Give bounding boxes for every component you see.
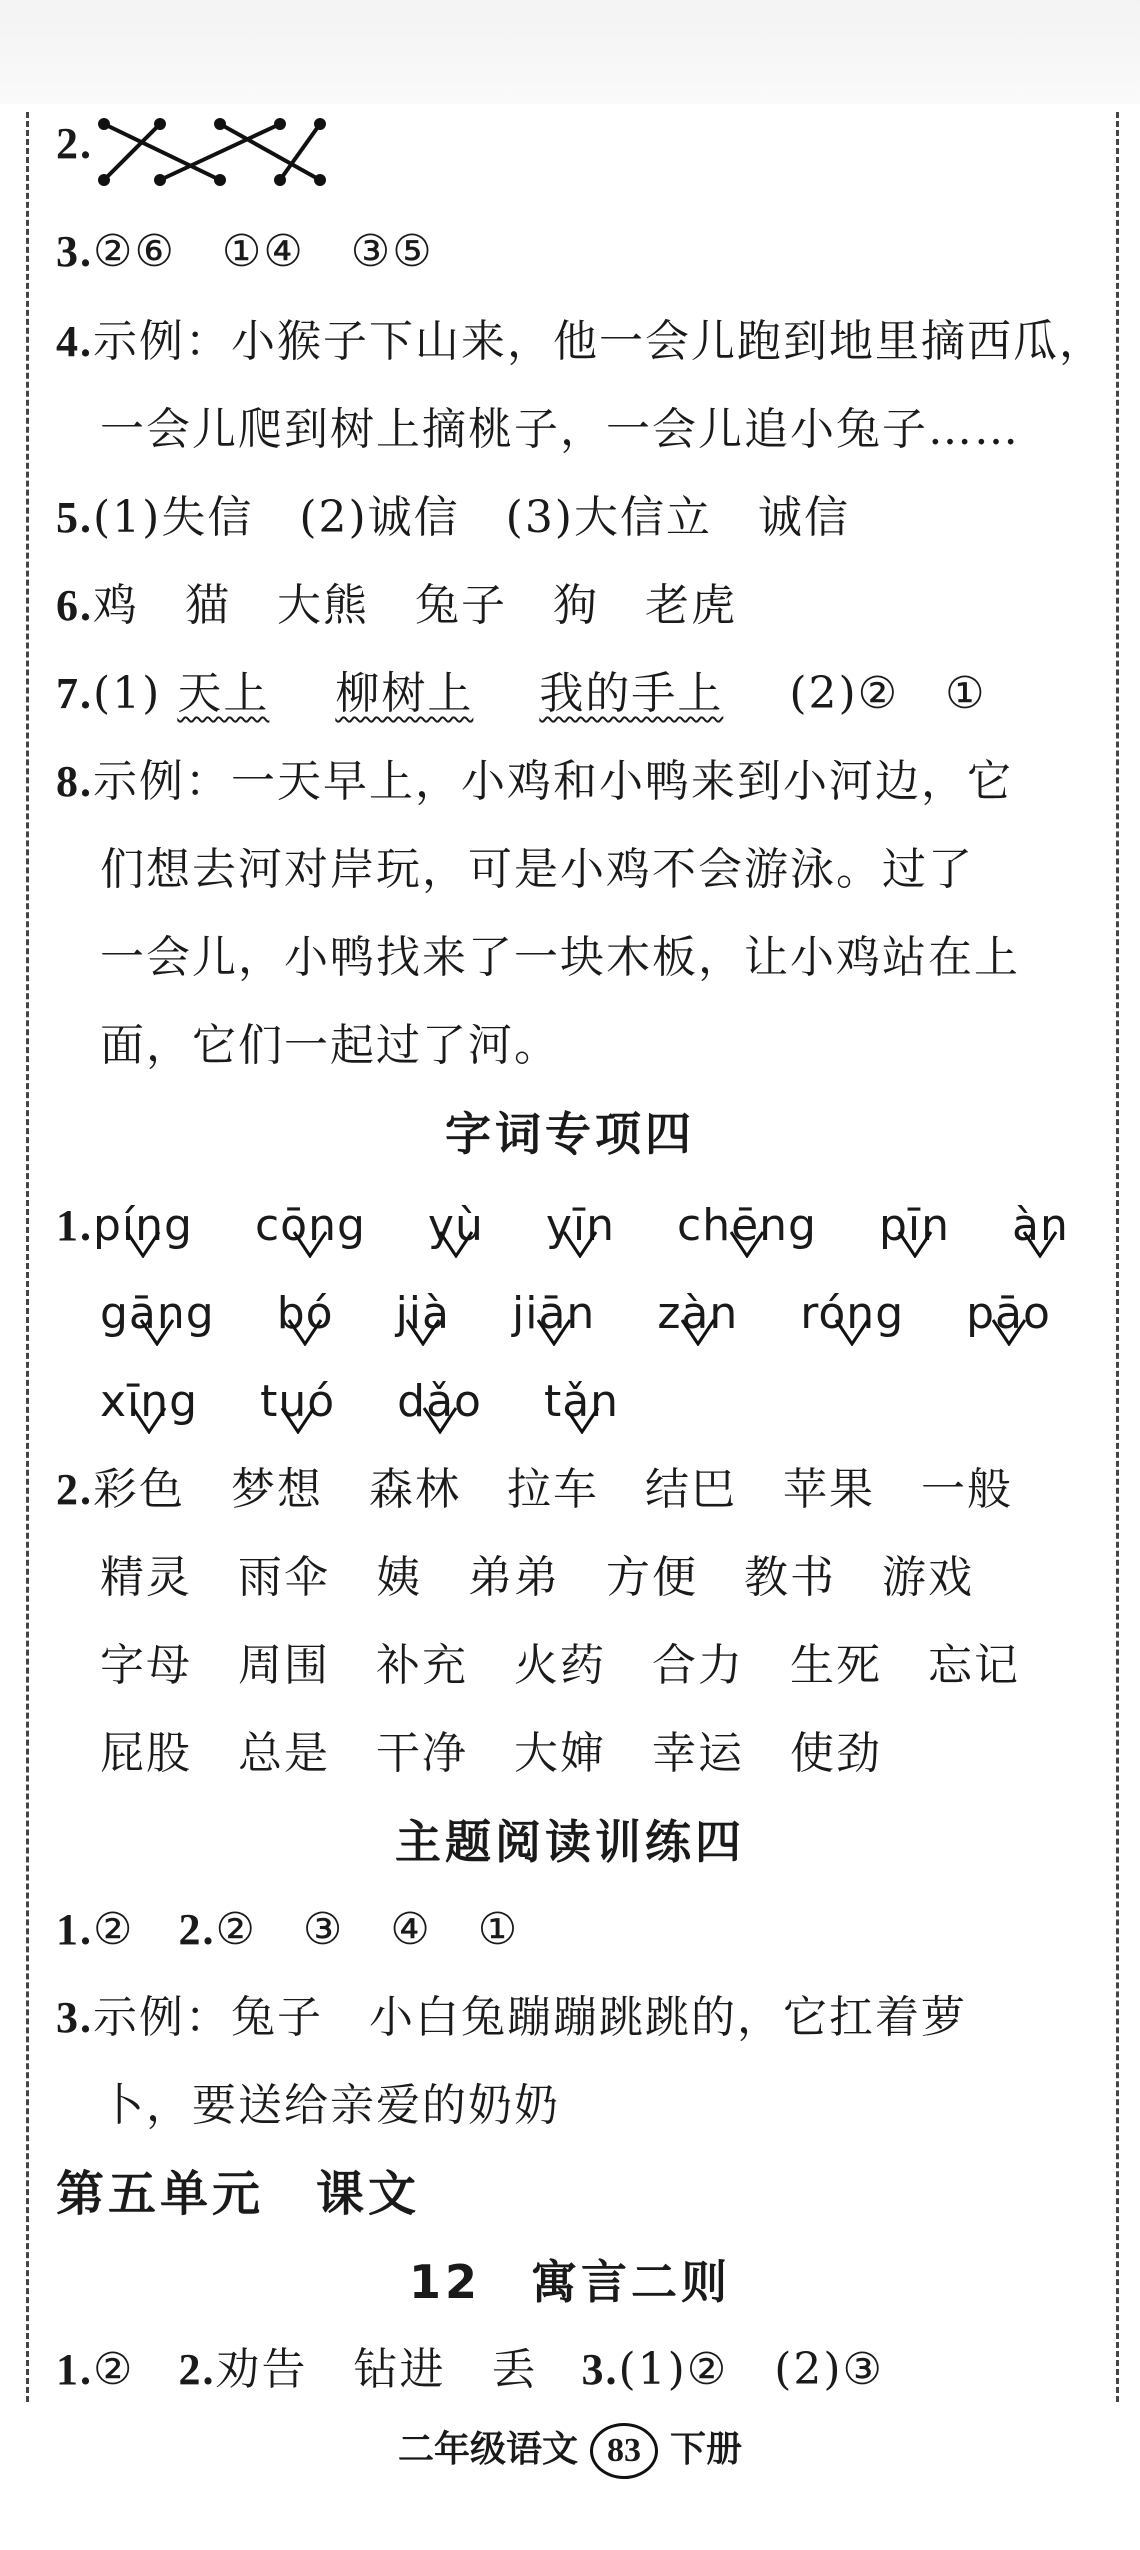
page-footer	[0, 2420, 1140, 2480]
pinyin-row1-items	[93, 1200, 1131, 1251]
left-dashed-margin	[26, 112, 29, 2402]
q8-row	[56, 746, 1106, 818]
q5-answer: (1)失信 (2)诚信 (3)大信立 诚信	[93, 492, 850, 543]
lesson-q3-number: 3.	[581, 2345, 619, 2394]
q7-number: 7.	[56, 669, 93, 718]
reading-q1-number: 1.	[56, 1905, 93, 1954]
pinyin-item: tǎn	[544, 1366, 619, 1438]
pinyin-row2	[100, 1278, 1140, 1350]
q8-row3	[100, 922, 1140, 994]
q4-line1: 示例：小猴子下山来，他一会儿跑到地里摘西瓜，	[93, 316, 1105, 367]
q7-underlined-2: 柳树上	[335, 668, 474, 719]
top-strip	[0, 0, 1140, 104]
check-mark-icon	[123, 1228, 163, 1258]
pinyin-item: zàn	[657, 1278, 738, 1350]
lesson-q2-number: 2.	[178, 2345, 216, 2394]
pinyin-item: tuó	[260, 1366, 335, 1438]
q2-number: 2.	[56, 119, 93, 168]
reading-q3-row2	[100, 2070, 1140, 2142]
unit-title: 第五单元 课文	[56, 2166, 421, 2222]
check-mark-icon	[129, 1404, 169, 1434]
pinyin-row3	[100, 1366, 1140, 1438]
check-mark-icon	[137, 1316, 177, 1346]
matching-lines-figure	[96, 112, 336, 192]
reading-q2-number: 2.	[178, 1905, 216, 1954]
q4-number: 4.	[56, 317, 93, 366]
words-line1: 彩色 梦想 森林 拉车 结巴 苹果 一般	[93, 1464, 1013, 1515]
pinyin-item: dǎo	[397, 1366, 482, 1438]
check-mark-icon	[278, 1404, 318, 1434]
q3-row	[56, 216, 1106, 288]
q5-row	[56, 482, 1106, 554]
reading-q3-line1: 示例：兔子 小白兔蹦蹦跳跳的，它扛着萝	[93, 1992, 967, 2043]
q7-underlined-1: 天上	[177, 668, 270, 719]
lesson-q1-answer: ②	[93, 2344, 135, 2395]
reading-q1q2-row	[56, 1894, 1106, 1966]
q6-answer: 鸡 猫 大熊 兔子 狗 老虎	[93, 580, 737, 631]
lesson-q2-answer: 劝告 钻进 丢	[215, 2344, 538, 2395]
q6-number: 6.	[56, 581, 93, 630]
lesson-q3-answer: (1)② (2)③	[618, 2344, 884, 2395]
pinyin-item: yù	[428, 1190, 484, 1262]
words-row4	[100, 1718, 1140, 1790]
q7-row	[56, 658, 1106, 730]
footer-grade-subject: 二年级语文	[397, 2429, 578, 2470]
pinyin-row3-items	[100, 1376, 681, 1427]
pinyin-item: jià	[396, 1278, 450, 1350]
pinyin-item: píng	[93, 1190, 193, 1262]
words-row2	[100, 1542, 1140, 1614]
pinyin-item: àn	[1012, 1190, 1069, 1262]
reading-q3-row	[56, 1982, 1106, 2054]
q7-part2: (2)② ①	[789, 668, 987, 719]
reading-q3-number: 3.	[56, 1993, 93, 2042]
pinyin-item: róng	[800, 1278, 904, 1350]
pinyin-item: pīn	[879, 1190, 950, 1262]
words-line2: 精灵 雨伞 姨 弟弟 方便 教书 游戏	[100, 1552, 974, 1603]
pinyin-row1	[56, 1190, 1106, 1262]
pinyin-item: yīn	[546, 1190, 615, 1262]
q8-number: 8.	[56, 757, 93, 806]
words-row1	[56, 1454, 1106, 1526]
match-lines	[104, 124, 320, 180]
words-row3	[100, 1630, 1140, 1702]
q8-row2	[100, 834, 1140, 906]
reading-q2-answer: ② ③ ④ ①	[215, 1904, 520, 1955]
q8-line1: 示例：一天早上，小鸡和小鸭来到小河边，它	[93, 756, 1013, 807]
pinyin-row2-items	[100, 1288, 1113, 1339]
pinyin-item: jiān	[512, 1278, 595, 1350]
check-mark-icon	[560, 1228, 600, 1258]
pinyin-item: gāng	[100, 1278, 215, 1350]
check-mark-icon	[678, 1316, 718, 1346]
words-number: 2.	[56, 1465, 93, 1514]
lesson-answers-row	[56, 2334, 1106, 2406]
check-mark-icon	[727, 1228, 767, 1258]
q3-answer: ②⑥ ①④ ③⑤	[93, 226, 434, 277]
check-mark-icon	[290, 1228, 330, 1258]
lesson-q1-number: 1.	[56, 2345, 93, 2394]
pinyin-item: bó	[277, 1278, 334, 1350]
q8-row4	[100, 1010, 1140, 1082]
q4-row	[56, 306, 1106, 378]
check-mark-icon	[832, 1316, 872, 1346]
lesson-title: 12 寓言二则	[408, 2255, 731, 2309]
page-number-badge: 83	[590, 2423, 658, 2479]
check-mark-icon	[562, 1404, 602, 1434]
section-title-reading: 主题阅读训练四	[395, 1815, 745, 1869]
pinyin-item: chēng	[677, 1190, 817, 1262]
q3-number: 3.	[56, 227, 93, 276]
section-title-vocab: 字词专项四	[445, 1107, 695, 1161]
q8-line3: 一会儿，小鸭找来了一块木板，让小鸡站在上	[100, 932, 1020, 983]
q6-row	[56, 570, 1106, 642]
check-mark-icon	[285, 1316, 325, 1346]
words-line4: 屁股 总是 干净 大婶 幸运 使劲	[100, 1728, 882, 1779]
words-line3: 字母 周围 补充 火药 合力 生死 忘记	[100, 1640, 1020, 1691]
check-mark-icon	[436, 1228, 476, 1258]
q7-underlined-3: 我的手上	[539, 668, 724, 719]
q5-number: 5.	[56, 493, 93, 542]
q8-line4: 面，它们一起过了河。	[100, 1020, 560, 1071]
check-mark-icon	[420, 1404, 460, 1434]
pinyin-item: pāo	[966, 1278, 1051, 1350]
check-mark-icon	[989, 1316, 1029, 1346]
pinyin-number: 1.	[56, 1201, 93, 1250]
q4-line2: 一会儿爬到树上摘桃子，一会儿追小兔子……	[100, 404, 1020, 455]
check-mark-icon	[1020, 1228, 1060, 1258]
q4-row2	[100, 394, 1140, 466]
q7-part1-label: (1)	[93, 668, 162, 719]
check-mark-icon	[895, 1228, 935, 1258]
pinyin-item: cōng	[255, 1190, 366, 1262]
pinyin-item: xīng	[100, 1366, 198, 1438]
check-mark-icon	[403, 1316, 443, 1346]
footer-volume: 下册	[670, 2429, 743, 2470]
q8-line2: 们想去河对岸玩，可是小鸡不会游泳。过了	[100, 844, 974, 895]
reading-q1-answer: ②	[93, 1904, 135, 1955]
check-mark-icon	[534, 1316, 574, 1346]
reading-q3-line2: 卜，要送给亲爱的奶奶	[100, 2080, 560, 2131]
